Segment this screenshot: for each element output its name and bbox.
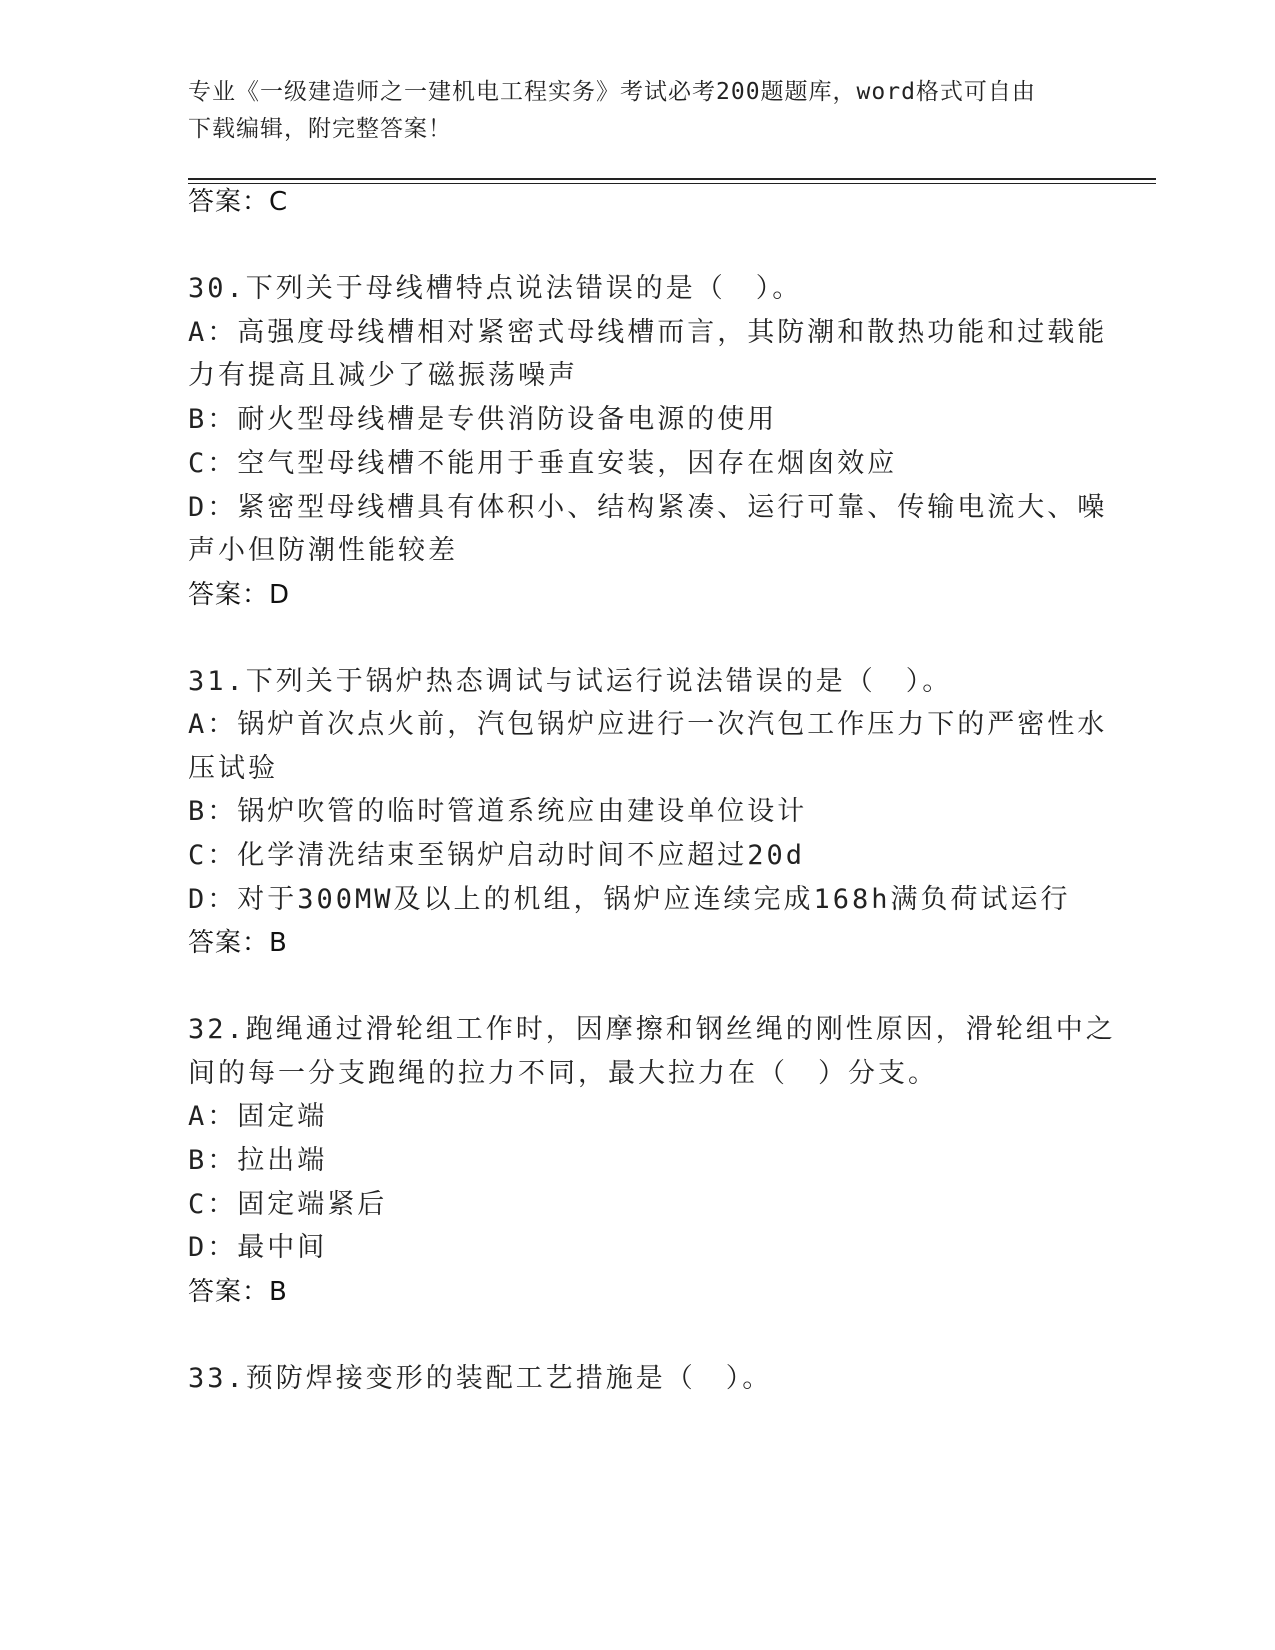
option-a-continued: 力有提高且减少了磁振荡噪声 (188, 360, 578, 391)
option-a: A：固定端 (188, 1101, 328, 1132)
option-c: C：固定端紧后 (188, 1189, 388, 1220)
option-a: A：高强度母线槽相对紧密式母线槽而言，其防潮和散热功能和过载能 (188, 317, 1108, 348)
option-c: C：化学清洗结束至锅炉启动时间不应超过20d (188, 840, 806, 871)
answer-line: 答案：B (188, 1277, 288, 1307)
answer-line: 答案：B (188, 928, 288, 958)
answer-line: 答案：C (188, 187, 289, 217)
option-d: D：对于300MW及以上的机组，锅炉应连续完成168h满负荷试运行 (188, 884, 1071, 915)
option-b: B：锅炉吹管的临时管道系统应由建设单位设计 (188, 796, 808, 827)
header-line-1: 专业《一级建造师之一建机电工程实务》考试必考200题题库，word格式可自由 (188, 79, 1036, 105)
option-d: D：最中间 (188, 1232, 328, 1263)
option-a-continued: 压试验 (188, 753, 278, 784)
option-b: B：耐火型母线槽是专供消防设备电源的使用 (188, 404, 778, 435)
option-d-continued: 声小但防潮性能较差 (188, 535, 458, 566)
question-stem: 30.下列关于母线槽特点说法错误的是（ ）。 (188, 273, 803, 304)
option-b: B：拉出端 (188, 1145, 328, 1176)
option-c: C：空气型母线槽不能用于垂直安装，因存在烟囱效应 (188, 448, 898, 479)
answer-line: 答案：D (188, 580, 291, 610)
option-d: D：紧密型母线槽具有体积小、结构紧凑、运行可靠、传输电流大、噪 (188, 492, 1108, 523)
header-divider-thin (188, 183, 1156, 184)
question-stem: 32.跑绳通过滑轮组工作时，因摩擦和钢丝绳的刚性原因，滑轮组中之 (188, 1014, 1116, 1045)
question-stem-continued: 间的每一分支跑绳的拉力不同，最大拉力在（ ）分支。 (188, 1058, 938, 1089)
option-a: A：锅炉首次点火前，汽包锅炉应进行一次汽包工作压力下的严密性水 (188, 709, 1108, 740)
header-divider-thick (188, 178, 1156, 180)
question-stem: 33.预防焊接变形的装配工艺措施是（ ）。 (188, 1363, 773, 1394)
header-line-2: 下载编辑，附完整答案！ (188, 116, 452, 142)
question-stem: 31.下列关于锅炉热态调试与试运行说法错误的是（ ）。 (188, 666, 953, 697)
document-header (188, 74, 1068, 148)
